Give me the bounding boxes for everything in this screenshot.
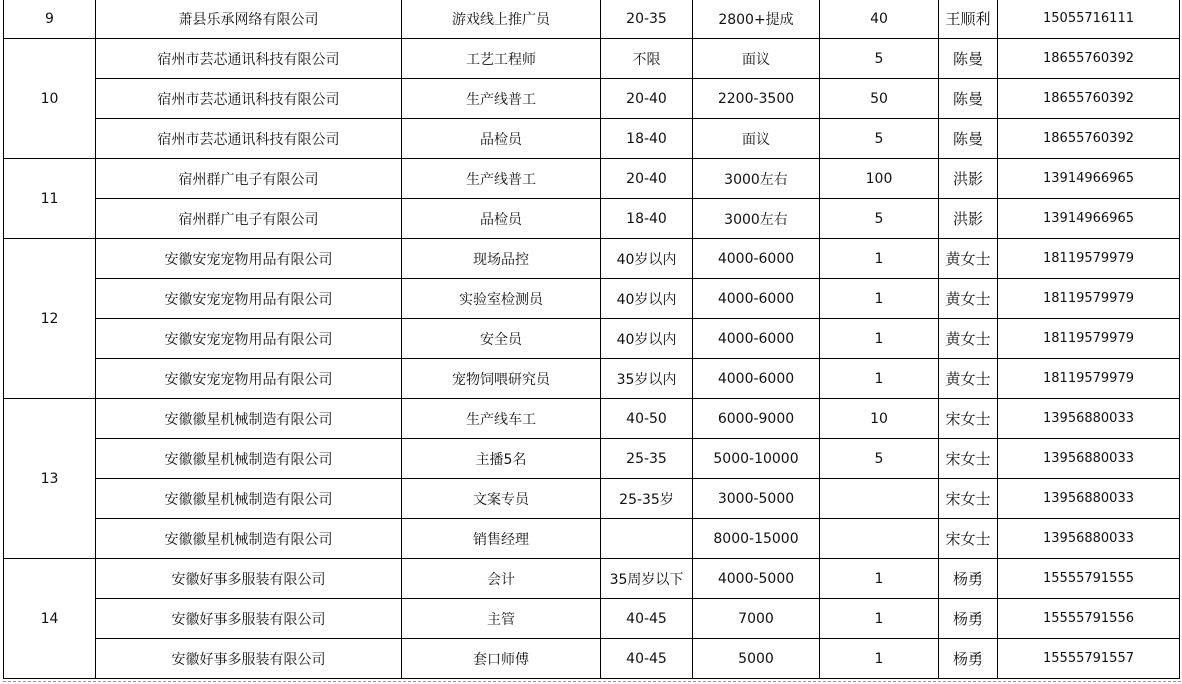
- company-cell[interactable]: 安徽安宠宠物用品有限公司: [96, 319, 402, 359]
- company-cell[interactable]: 安徽徽星机械制造有限公司: [96, 399, 402, 439]
- salary-cell[interactable]: 7000: [693, 599, 820, 639]
- salary-cell[interactable]: 4000-6000: [693, 279, 820, 319]
- company-cell[interactable]: 萧县乐承网络有限公司: [96, 0, 402, 39]
- headcount-cell[interactable]: [820, 519, 939, 559]
- table-row: [4, 479, 1180, 519]
- table-row: [4, 79, 1180, 119]
- salary-cell[interactable]: 6000-9000: [693, 399, 820, 439]
- age-requirement-cell[interactable]: 40岁以内: [601, 239, 693, 279]
- position-cell[interactable]: 主管: [402, 599, 601, 639]
- salary-cell[interactable]: 5000: [693, 639, 820, 679]
- table-row: [4, 639, 1180, 679]
- phone-cell[interactable]: 13956880033: [998, 399, 1180, 439]
- age-requirement-cell[interactable]: 40-45: [601, 639, 693, 679]
- contact-person-cell[interactable]: 陈曼: [939, 39, 998, 79]
- salary-cell[interactable]: 4000-6000: [693, 359, 820, 399]
- phone-cell[interactable]: 15555791556: [998, 599, 1180, 639]
- phone-cell[interactable]: 18119579979: [998, 359, 1180, 399]
- table-row: [4, 279, 1180, 319]
- company-cell[interactable]: 安徽安宠宠物用品有限公司: [96, 239, 402, 279]
- headcount-cell[interactable]: 5: [820, 119, 939, 159]
- phone-cell[interactable]: 15555791557: [998, 639, 1180, 679]
- age-requirement-cell[interactable]: 20-40: [601, 159, 693, 199]
- headcount-cell[interactable]: 1: [820, 559, 939, 599]
- position-cell[interactable]: 品检员: [402, 119, 601, 159]
- age-requirement-cell[interactable]: 18-40: [601, 199, 693, 239]
- salary-cell[interactable]: 3000左右: [693, 199, 820, 239]
- age-requirement-cell[interactable]: 40-45: [601, 599, 693, 639]
- position-cell[interactable]: 套口师傅: [402, 639, 601, 679]
- salary-cell[interactable]: 2200-3500: [693, 79, 820, 119]
- position-cell[interactable]: 品检员: [402, 199, 601, 239]
- age-requirement-cell[interactable]: 35周岁以下: [601, 559, 693, 599]
- phone-cell[interactable]: 18119579979: [998, 239, 1180, 279]
- company-cell[interactable]: 安徽安宠宠物用品有限公司: [96, 359, 402, 399]
- headcount-cell[interactable]: 100: [820, 159, 939, 199]
- job-listing-table: [3, 0, 1180, 679]
- page-break-line: [3, 681, 1181, 682]
- contact-person-cell[interactable]: 黄女士: [939, 359, 998, 399]
- age-requirement-cell[interactable]: 40-50: [601, 399, 693, 439]
- table-row: [4, 39, 1180, 79]
- contact-person-cell[interactable]: 杨勇: [939, 559, 998, 599]
- table-row: [4, 0, 1180, 39]
- table-row: [4, 199, 1180, 239]
- phone-cell[interactable]: 13914966965: [998, 159, 1180, 199]
- phone-cell[interactable]: 13914966965: [998, 199, 1180, 239]
- company-cell[interactable]: 安徽徽星机械制造有限公司: [96, 519, 402, 559]
- headcount-cell[interactable]: 1: [820, 599, 939, 639]
- table-row: [4, 399, 1180, 439]
- salary-cell[interactable]: 3000左右: [693, 159, 820, 199]
- headcount-cell[interactable]: 1: [820, 279, 939, 319]
- group-number-cell[interactable]: 14: [4, 559, 96, 679]
- age-requirement-cell[interactable]: 18-40: [601, 119, 693, 159]
- position-cell[interactable]: 生产线普工: [402, 79, 601, 119]
- salary-cell[interactable]: 面议: [693, 39, 820, 79]
- group-number-cell[interactable]: 11: [4, 159, 96, 239]
- company-cell[interactable]: 安徽安宠宠物用品有限公司: [96, 279, 402, 319]
- table-row: [4, 319, 1180, 359]
- headcount-cell[interactable]: 1: [820, 359, 939, 399]
- group-number-cell[interactable]: 13: [4, 399, 96, 559]
- age-requirement-cell[interactable]: 不限: [601, 39, 693, 79]
- phone-cell[interactable]: 15055716111: [998, 0, 1180, 39]
- contact-person-cell[interactable]: 杨勇: [939, 599, 998, 639]
- contact-person-cell[interactable]: 宋女士: [939, 399, 998, 439]
- contact-person-cell[interactable]: 黄女士: [939, 319, 998, 359]
- phone-cell[interactable]: 18655760392: [998, 119, 1180, 159]
- contact-person-cell[interactable]: 宋女士: [939, 479, 998, 519]
- headcount-cell[interactable]: 40: [820, 0, 939, 39]
- contact-person-cell[interactable]: 王顺利: [939, 0, 998, 39]
- age-requirement-cell[interactable]: 20-40: [601, 79, 693, 119]
- position-cell[interactable]: 现场品控: [402, 239, 601, 279]
- headcount-cell[interactable]: 5: [820, 439, 939, 479]
- contact-person-cell[interactable]: 陈曼: [939, 119, 998, 159]
- contact-person-cell[interactable]: 宋女士: [939, 519, 998, 559]
- salary-cell[interactable]: 2800+提成: [693, 0, 820, 39]
- age-requirement-cell[interactable]: [601, 519, 693, 559]
- headcount-cell[interactable]: 10: [820, 399, 939, 439]
- salary-cell[interactable]: 5000-10000: [693, 439, 820, 479]
- contact-person-cell[interactable]: 杨勇: [939, 639, 998, 679]
- contact-person-cell[interactable]: 黄女士: [939, 279, 998, 319]
- position-cell[interactable]: 安全员: [402, 319, 601, 359]
- position-cell[interactable]: 工艺工程师: [402, 39, 601, 79]
- table-row: [4, 359, 1180, 399]
- salary-cell[interactable]: 4000-6000: [693, 239, 820, 279]
- table-row: [4, 239, 1180, 279]
- phone-cell[interactable]: 15555791555: [998, 559, 1180, 599]
- headcount-cell[interactable]: 1: [820, 639, 939, 679]
- group-number-cell[interactable]: 12: [4, 239, 96, 399]
- salary-cell[interactable]: 3000-5000: [693, 479, 820, 519]
- contact-person-cell[interactable]: 陈曼: [939, 79, 998, 119]
- age-requirement-cell[interactable]: 35岁以内: [601, 359, 693, 399]
- table-row: [4, 119, 1180, 159]
- position-cell[interactable]: 销售经理: [402, 519, 601, 559]
- contact-person-cell[interactable]: 宋女士: [939, 439, 998, 479]
- age-requirement-cell[interactable]: 25-35: [601, 439, 693, 479]
- phone-cell[interactable]: 18119579979: [998, 279, 1180, 319]
- position-cell[interactable]: 游戏线上推广员: [402, 0, 601, 39]
- table-row: [4, 159, 1180, 199]
- job-listing-body: [4, 0, 1180, 679]
- phone-cell[interactable]: 18655760392: [998, 39, 1180, 79]
- contact-person-cell[interactable]: 洪影: [939, 159, 998, 199]
- headcount-cell[interactable]: 1: [820, 239, 939, 279]
- headcount-cell[interactable]: 5: [820, 39, 939, 79]
- headcount-cell[interactable]: 5: [820, 199, 939, 239]
- company-cell[interactable]: 宿州市芸芯通讯科技有限公司: [96, 39, 402, 79]
- age-requirement-cell[interactable]: 25-35岁: [601, 479, 693, 519]
- position-cell[interactable]: 宠物饲喂研究员: [402, 359, 601, 399]
- age-requirement-cell[interactable]: 40岁以内: [601, 319, 693, 359]
- company-cell[interactable]: 宿州群广电子有限公司: [96, 199, 402, 239]
- company-cell[interactable]: 安徽徽星机械制造有限公司: [96, 479, 402, 519]
- salary-cell[interactable]: 面议: [693, 119, 820, 159]
- phone-cell[interactable]: 13956880033: [998, 439, 1180, 479]
- position-cell[interactable]: 主播5名: [402, 439, 601, 479]
- group-number-cell[interactable]: 10: [4, 39, 96, 159]
- phone-cell[interactable]: 13956880033: [998, 519, 1180, 559]
- company-cell[interactable]: 安徽徽星机械制造有限公司: [96, 439, 402, 479]
- salary-cell[interactable]: 8000-15000: [693, 519, 820, 559]
- position-cell[interactable]: 生产线车工: [402, 399, 601, 439]
- age-requirement-cell[interactable]: 40岁以内: [601, 279, 693, 319]
- company-cell[interactable]: 宿州群广电子有限公司: [96, 159, 402, 199]
- company-cell[interactable]: 安徽好事多服装有限公司: [96, 599, 402, 639]
- group-number-cell[interactable]: 9: [4, 0, 96, 39]
- phone-cell[interactable]: 13956880033: [998, 479, 1180, 519]
- phone-cell[interactable]: 18655760392: [998, 79, 1180, 119]
- salary-cell[interactable]: 4000-6000: [693, 319, 820, 359]
- phone-cell[interactable]: 18119579979: [998, 319, 1180, 359]
- table-row: [4, 559, 1180, 599]
- position-cell[interactable]: 生产线普工: [402, 159, 601, 199]
- contact-person-cell[interactable]: 黄女士: [939, 239, 998, 279]
- contact-person-cell[interactable]: 洪影: [939, 199, 998, 239]
- table-row: [4, 439, 1180, 479]
- table-row: [4, 519, 1180, 559]
- age-requirement-cell[interactable]: 20-35: [601, 0, 693, 39]
- position-cell[interactable]: 会计: [402, 559, 601, 599]
- headcount-cell[interactable]: 1: [820, 319, 939, 359]
- company-cell[interactable]: 安徽好事多服装有限公司: [96, 639, 402, 679]
- position-cell[interactable]: 实验室检测员: [402, 279, 601, 319]
- table-row: [4, 599, 1180, 639]
- company-cell[interactable]: 宿州市芸芯通讯科技有限公司: [96, 79, 402, 119]
- headcount-cell[interactable]: [820, 479, 939, 519]
- salary-cell[interactable]: 4000-5000: [693, 559, 820, 599]
- company-cell[interactable]: 宿州市芸芯通讯科技有限公司: [96, 119, 402, 159]
- headcount-cell[interactable]: 50: [820, 79, 939, 119]
- position-cell[interactable]: 文案专员: [402, 479, 601, 519]
- company-cell[interactable]: 安徽好事多服装有限公司: [96, 559, 402, 599]
